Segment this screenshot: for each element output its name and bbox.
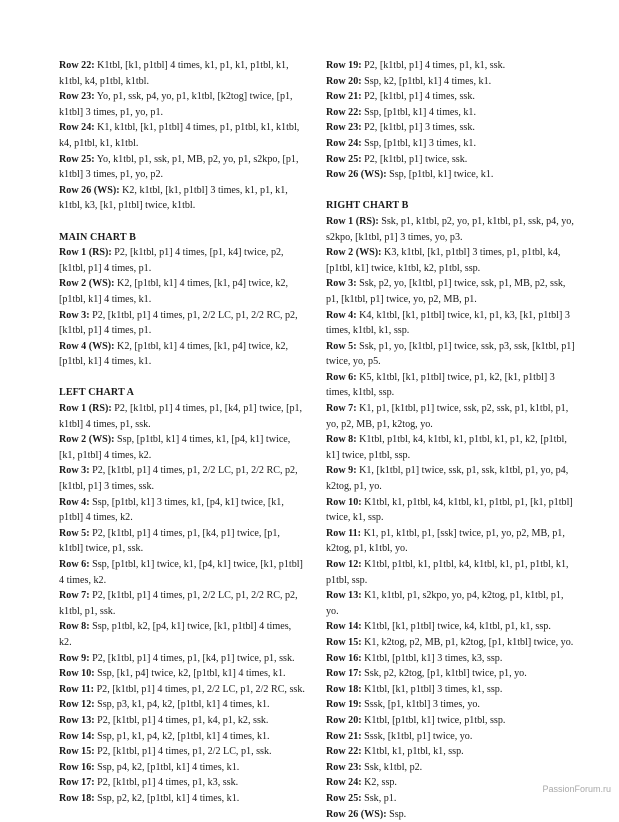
- row-label: Row 13:: [59, 715, 95, 726]
- row-label: Row 2 (WS):: [59, 278, 115, 289]
- row-label: Row 4:: [326, 310, 357, 321]
- row-label: Row 17:: [326, 668, 362, 679]
- section-heading-right-chart-b: RIGHT CHART B: [326, 198, 578, 214]
- instruction-row: [326, 557, 578, 588]
- row-instructions: K2, ssp.: [362, 777, 397, 788]
- row-instructions: Ssp, [p1tbl, k1] 4 times, k1, [p4, k1] twice, [k1, p1tbl] 4 times, k2.: [59, 434, 290, 461]
- row-instructions: P2, [k1tbl, p1] 4 times, p1, 2/2 LC, p1, 2/2 RC, p2, [k1tbl, p1] 3 times, ssk.: [59, 465, 298, 492]
- left-column: [59, 58, 305, 807]
- row-label: Row 1 (RS):: [326, 216, 379, 227]
- row-instructions: K1tbl, p1tbl, k1, p1tbl, k4, k1tbl, k1, p1, p1tbl, k1, p1tbl, ssp.: [326, 559, 569, 586]
- row-instructions: K1, p1, k1tbl, p1, [ssk] twice, p1, yo, p2, MB, p1, k2tog, p1, k1tbl, yo.: [326, 528, 565, 555]
- row-label: Row 5:: [326, 341, 357, 352]
- row-label: Row 21:: [326, 731, 362, 742]
- instruction-row: [59, 58, 305, 89]
- row-label: Row 23:: [326, 122, 362, 133]
- row-label: Row 3:: [59, 465, 90, 476]
- instruction-row: [326, 495, 578, 526]
- row-instructions: P2, [k1tbl, p1] 4 times, p1, 2/2 LC, p1, 2/2 RC, p2, k1tbl, p1, ssk.: [59, 590, 298, 617]
- row-instructions: Sssk, [p1, k1tbl] 3 times, yo.: [362, 699, 480, 710]
- row-label: Row 25:: [59, 154, 95, 165]
- row-label: Row 7:: [59, 590, 90, 601]
- row-instructions: Ssp.: [387, 809, 407, 820]
- instruction-row: [59, 183, 305, 214]
- instruction-row: [59, 775, 305, 791]
- instruction-row: [59, 619, 305, 650]
- row-label: Row 4 (WS):: [59, 341, 115, 352]
- row-label: Row 14:: [59, 731, 95, 742]
- row-label: Row 1 (RS):: [59, 403, 112, 414]
- instruction-row: [326, 339, 578, 370]
- continued-rows-block: [326, 58, 578, 183]
- row-label: Row 16:: [326, 653, 362, 664]
- instruction-row: [326, 807, 578, 822]
- row-label: Row 10:: [326, 497, 362, 508]
- instruction-row: [59, 760, 305, 776]
- instruction-row: [326, 89, 578, 105]
- row-instructions: K2, [p1tbl, k1] 4 times, [k1, p4] twice, k2, [p1tbl, k1] 4 times, k1.: [59, 278, 288, 305]
- row-label: Row 19:: [326, 60, 362, 71]
- row-instructions: Ssk, p1, yo, [k1tbl, p1] twice, ssk, p3, ssk, [k1tbl, p1] twice, yo, p5.: [326, 341, 575, 368]
- row-label: Row 3:: [326, 278, 357, 289]
- row-label: Row 26 (WS):: [326, 169, 387, 180]
- row-instructions: K1tbl, [p1tbl, k1] twice, p1tbl, ssp.: [362, 715, 506, 726]
- instruction-row: [59, 463, 305, 494]
- left-chart-a-rows: [59, 401, 305, 806]
- row-instructions: Ssp, p4, k2, [p1tbl, k1] 4 times, k1.: [95, 762, 240, 773]
- row-label: Row 2 (WS):: [326, 247, 382, 258]
- instruction-row: [326, 666, 578, 682]
- row-label: Row 18:: [59, 793, 95, 804]
- row-label: Row 23:: [326, 762, 362, 773]
- row-instructions: P2, [k1tbl, p1] 4 times, p1, k3, ssk.: [95, 777, 239, 788]
- row-instructions: Yo, p1, ssk, p4, yo, p1, k1tbl, [k2tog] twice, [p1, k1tbl] 3 times, p1, yo, p1.: [59, 91, 293, 118]
- row-instructions: Ssp, [k1, p4] twice, k2, [p1tbl, k1] 4 times, k1.: [95, 668, 286, 679]
- instruction-row: [326, 760, 578, 776]
- instruction-row: [326, 526, 578, 557]
- instruction-row: [59, 588, 305, 619]
- row-instructions: K1tbl, [p1tbl, k1] 3 times, k3, ssp.: [362, 653, 503, 664]
- row-instructions: K1, k2tog, p2, MB, p1, k2tog, [p1, k1tbl] twice, yo.: [362, 637, 574, 648]
- instruction-row: [59, 308, 305, 339]
- instruction-row: [326, 58, 578, 74]
- instruction-row: [326, 245, 578, 276]
- row-instructions: K1tbl, p1tbl, k4, k1tbl, k1, p1tbl, k1, p1, k2, [p1tbl, k1] twice, p1tbl, ssp.: [326, 434, 567, 461]
- row-instructions: K1tbl, k1, p1tbl, k4, k1tbl, k1, p1tbl, p1, [k1, p1tbl] twice, k1, ssp.: [326, 497, 573, 524]
- row-instructions: Ssk, p2, k2tog, [p1, k1tbl] twice, p1, yo.: [362, 668, 527, 679]
- row-instructions: P2, [k1tbl, p1] twice, ssk.: [362, 154, 468, 165]
- instruction-row: [326, 682, 578, 698]
- row-label: Row 15:: [326, 637, 362, 648]
- row-label: Row 4:: [59, 497, 90, 508]
- row-label: Row 20:: [326, 76, 362, 87]
- instruction-row: [59, 557, 305, 588]
- row-label: Row 9:: [326, 465, 357, 476]
- row-label: Row 24:: [59, 122, 95, 133]
- row-label: Row 2 (WS):: [59, 434, 115, 445]
- row-instructions: K1tbl, [k1, p1tbl] 4 times, k1, p1, k1, p1tbl, k1, k1tbl, k4, p1tbl, k1tbl.: [59, 60, 289, 87]
- row-label: Row 10:: [59, 668, 95, 679]
- instruction-row: [326, 74, 578, 90]
- row-instructions: K1, p1, [k1tbl, p1] twice, ssk, p2, ssk, p1, k1tbl, p1, yo, p2, MB, p1, k2tog, yo.: [326, 403, 568, 430]
- row-label: Row 24:: [326, 777, 362, 788]
- row-instructions: Ssk, k1tbl, p2.: [362, 762, 423, 773]
- row-label: Row 19:: [326, 699, 362, 710]
- row-label: Row 14:: [326, 621, 362, 632]
- instruction-row: [59, 791, 305, 807]
- row-label: Row 26 (WS):: [326, 809, 387, 820]
- row-label: Row 16:: [59, 762, 95, 773]
- row-label: Row 20:: [326, 715, 362, 726]
- row-instructions: K1, [k1tbl, p1] twice, ssk, p1, ssk, k1tbl, p1, yo, p4, k2tog, p1, yo.: [326, 465, 568, 492]
- row-instructions: K1tbl, k1, p1tbl, k1, ssp.: [362, 746, 464, 757]
- row-label: Row 22:: [326, 107, 362, 118]
- main-chart-b-rows: [59, 245, 305, 370]
- instruction-row: [326, 370, 578, 401]
- instruction-row: [59, 666, 305, 682]
- row-instructions: K4, k1tbl, [k1, p1tbl] twice, k1, p1, k3, [k1, p1tbl] 3 times, k1tbl, k1, ssp.: [326, 310, 570, 337]
- instruction-row: [326, 167, 578, 183]
- row-instructions: K1tbl, [k1, p1tbl] 3 times, k1, ssp.: [362, 684, 503, 695]
- row-label: Row 21:: [326, 91, 362, 102]
- instruction-row: [59, 152, 305, 183]
- row-instructions: Ssp, p3, k1, p4, k2, [p1tbl, k1] 4 times, k1.: [95, 699, 270, 710]
- row-instructions: K2, [p1tbl, k1] 4 times, [k1, p4] twice, k2, [p1tbl, k1] 4 times, k1.: [59, 341, 288, 368]
- instruction-row: [326, 308, 578, 339]
- row-label: Row 8:: [326, 434, 357, 445]
- row-label: Row 12:: [59, 699, 95, 710]
- row-instructions: Ssp, [p1tbl, k1] 3 times, k1, [p4, k1] twice, [k1, p1tbl] 4 times, k2.: [59, 497, 284, 524]
- instruction-row: [326, 791, 578, 807]
- instruction-row: [59, 245, 305, 276]
- instruction-row: [326, 588, 578, 619]
- row-instructions: P2, [k1tbl, p1] 4 times, p1, 2/2 LC, p1, ssk.: [95, 746, 272, 757]
- row-instructions: Ssp, k2, [p1tbl, k1] 4 times, k1.: [362, 76, 492, 87]
- row-label: Row 18:: [326, 684, 362, 695]
- row-instructions: P2, [k1tbl, p1] 4 times, ssk.: [362, 91, 475, 102]
- continued-rows-block: [59, 58, 305, 214]
- instruction-row: [326, 713, 578, 729]
- section-heading-main-chart-b: MAIN CHART B: [59, 230, 305, 246]
- row-instructions: K1, k1tbl, p1, s2kpo, yo, p4, k2tog, p1, k1tbl, p1, yo.: [326, 590, 564, 617]
- instruction-row: [326, 214, 578, 245]
- instruction-row: [59, 729, 305, 745]
- row-label: Row 9:: [59, 653, 90, 664]
- row-instructions: K2, k1tbl, [k1, p1tbl] 3 times, k1, p1, k1, k1tbl, k3, [k1, p1tbl] twice, k1tbl.: [59, 185, 288, 212]
- row-label: Row 15:: [59, 746, 95, 757]
- row-instructions: Ssp, [p1tbl, k1] 3 times, k1.: [362, 138, 476, 149]
- instruction-row: [326, 120, 578, 136]
- instruction-row: [59, 401, 305, 432]
- row-instructions: P2, [k1tbl, p1] 4 times, p1, 2/2 LC, p1, 2/2 RC, p2, [k1tbl, p1] 4 times, p1.: [59, 310, 298, 337]
- row-label: Row 12:: [326, 559, 362, 570]
- instruction-row: [326, 105, 578, 121]
- row-instructions: Sssk, [k1tbl, p1] twice, yo.: [362, 731, 473, 742]
- row-instructions: P2, [k1tbl, p1] 4 times, p1, k1, ssk.: [362, 60, 506, 71]
- row-label: Row 3:: [59, 310, 90, 321]
- right-column: [326, 58, 578, 822]
- row-instructions: Ssp, p1tbl, k2, [p4, k1] twice, [k1, p1tbl] 4 times, k2.: [59, 621, 291, 648]
- row-label: Row 1 (RS):: [59, 247, 112, 258]
- instruction-row: [59, 432, 305, 463]
- row-instructions: K1, k1tbl, [k1, p1tbl] 4 times, p1, p1tbl, k1, k1tbl, k4, p1tbl, k1, k1tbl.: [59, 122, 299, 149]
- row-instructions: K3, k1tbl, [k1, p1tbl] 3 times, p1, p1tbl, k4, [p1tbl, k1] twice, k1tbl, k2, p1tbl, ssp.: [326, 247, 560, 274]
- instruction-row: [59, 339, 305, 370]
- row-label: Row 25:: [326, 793, 362, 804]
- instruction-row: [326, 775, 578, 791]
- instruction-row: [326, 401, 578, 432]
- row-instructions: Ssp, [p1tbl, k1] twice, k1, [p4, k1] twice, [k1, p1tbl] 4 times, k2.: [59, 559, 303, 586]
- row-instructions: Ssp, p1, k1, p4, k2, [p1tbl, k1] 4 times, k1.: [95, 731, 270, 742]
- row-label: Row 8:: [59, 621, 90, 632]
- row-label: Row 23:: [59, 91, 95, 102]
- instruction-row: [326, 463, 578, 494]
- row-instructions: P2, [k1tbl, p1] 4 times, p1, k4, p1, k2, ssk.: [95, 715, 269, 726]
- row-instructions: Ssk, p1, k1tbl, p2, yo, p1, k1tbl, p1, ssk, p4, yo, s2kpo, [k1tbl, p1] 3 times, yo, p3.: [326, 216, 574, 243]
- instruction-row: [59, 651, 305, 667]
- row-instructions: Ssk, p1.: [362, 793, 397, 804]
- instruction-row: [59, 682, 305, 698]
- row-instructions: P2, [k1tbl, p1] 4 times, p1, [k4, p1] twice, p1, ssk.: [90, 653, 295, 664]
- section-heading-left-chart-a: LEFT CHART A: [59, 385, 305, 401]
- row-instructions: K5, k1tbl, [k1, p1tbl] twice, p1, k2, [k1, p1tbl] 3 times, k1tbl, ssp.: [326, 372, 555, 399]
- row-label: Row 7:: [326, 403, 357, 414]
- instruction-row: [59, 713, 305, 729]
- instruction-row: [59, 744, 305, 760]
- row-instructions: Yo, k1tbl, p1, ssk, p1, MB, p2, yo, p1, s2kpo, [p1, k1tbl] 3 times, p1, yo, p2.: [59, 154, 298, 181]
- row-instructions: Ssp, p2, k2, [p1tbl, k1] 4 times, k1.: [95, 793, 240, 804]
- row-label: Row 13:: [326, 590, 362, 601]
- row-label: Row 6:: [59, 559, 90, 570]
- instruction-row: [326, 432, 578, 463]
- row-instructions: P2, [k1tbl, p1] 3 times, ssk.: [362, 122, 475, 133]
- instruction-row: [59, 697, 305, 713]
- row-label: Row 26 (WS):: [59, 185, 120, 196]
- row-instructions: Ssp, [p1tbl, k1] 4 times, k1.: [362, 107, 476, 118]
- instruction-row: [326, 651, 578, 667]
- instruction-row: [326, 697, 578, 713]
- instruction-row: [326, 152, 578, 168]
- row-label: Row 11:: [59, 684, 94, 695]
- row-label: Row 5:: [59, 528, 90, 539]
- row-instructions: P2, [k1tbl, p1] 4 times, p1, [k4, p1] twice, [p1, k1tbl] twice, p1, ssk.: [59, 528, 280, 555]
- instruction-row: [326, 744, 578, 760]
- instruction-row: [59, 89, 305, 120]
- instruction-row: [326, 635, 578, 651]
- row-instructions: Ssk, p2, yo, [k1tbl, p1] twice, ssk, p1, MB, p2, ssk, p1, [k1tbl, p1] twice, yo, p2, MB, p1.: [326, 278, 565, 305]
- watermark: PassionForum.ru: [542, 784, 611, 794]
- row-instructions: Ssp, [p1tbl, k1] twice, k1.: [387, 169, 494, 180]
- instruction-row: [326, 729, 578, 745]
- row-label: Row 22:: [59, 60, 95, 71]
- row-instructions: K1tbl, [k1, p1tbl] twice, k4, k1tbl, p1, k1, ssp.: [362, 621, 551, 632]
- row-instructions: P2, [k1tbl, p1] 4 times, [p1, k4] twice, p2, [k1tbl, p1] 4 times, p1.: [59, 247, 284, 274]
- instruction-row: [326, 276, 578, 307]
- row-label: Row 24:: [326, 138, 362, 149]
- instruction-row: [59, 495, 305, 526]
- instruction-row: [326, 136, 578, 152]
- instruction-row: [59, 276, 305, 307]
- instruction-row: [59, 526, 305, 557]
- row-label: Row 6:: [326, 372, 357, 383]
- row-label: Row 25:: [326, 154, 362, 165]
- row-label: Row 22:: [326, 746, 362, 757]
- instruction-row: [326, 619, 578, 635]
- row-instructions: P2, [k1tbl, p1] 4 times, p1, [k4, p1] twice, [p1, k1tbl] 4 times, p1, ssk.: [59, 403, 302, 430]
- row-instructions: P2, [k1tbl, p1] 4 times, p1, 2/2 LC, p1, 2/2 RC, ssk.: [94, 684, 305, 695]
- row-label: Row 11:: [326, 528, 361, 539]
- right-chart-b-rows: [326, 214, 578, 822]
- instruction-row: [59, 120, 305, 151]
- row-label: Row 17:: [59, 777, 95, 788]
